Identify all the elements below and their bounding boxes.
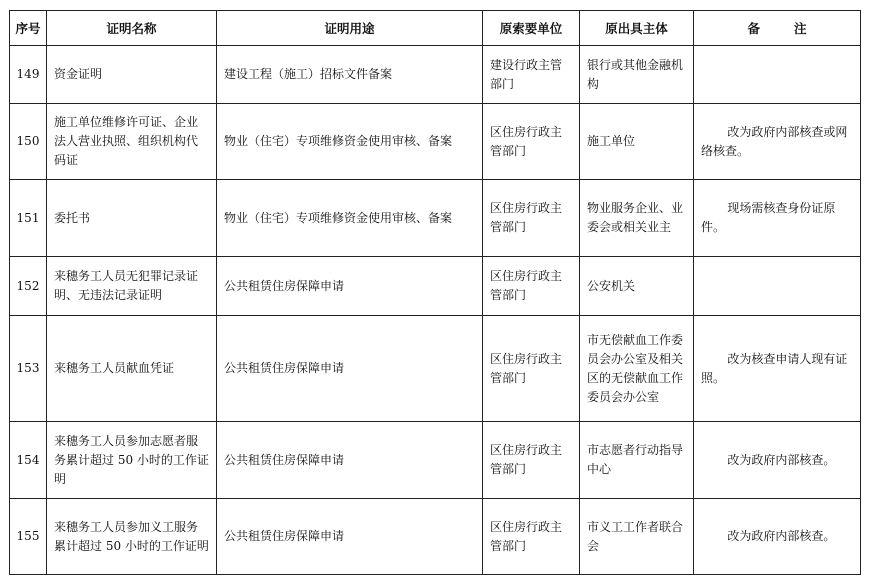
table-row	[10, 422, 861, 499]
table-row	[10, 104, 861, 180]
row-purpose: 物业（住宅）专项维修资金使用审核、备案	[217, 104, 483, 180]
row-requester: 建设行政主管部门	[483, 46, 580, 104]
row-remark: 改为政府内部核查。	[694, 499, 861, 575]
header-remark-right: 注	[794, 20, 807, 36]
row-no: 153	[10, 316, 47, 422]
row-issuer: 市无偿献血工作委员会办公室及相关区的无偿献血工作委员会办公室	[580, 316, 694, 422]
row-name: 来穗务工人员无犯罪记录证明、无违法记录证明	[47, 257, 217, 316]
row-issuer: 市志愿者行动指导中心	[580, 422, 694, 499]
table-row	[10, 316, 861, 422]
row-issuer: 公安机关	[580, 257, 694, 316]
row-name: 施工单位维修许可证、企业法人营业执照、组织机构代码证	[47, 104, 217, 180]
row-purpose: 公共租赁住房保障申请	[217, 422, 483, 499]
row-purpose: 物业（住宅）专项维修资金使用审核、备案	[217, 180, 483, 257]
row-remark	[694, 257, 861, 316]
row-no: 150	[10, 104, 47, 180]
row-no: 149	[10, 46, 47, 104]
row-name: 委托书	[47, 180, 217, 257]
header-name: 证明名称	[47, 11, 217, 46]
row-remark: 改为政府内部核查。	[694, 422, 861, 499]
row-requester: 区住房行政主管部门	[483, 422, 580, 499]
table-row	[10, 499, 861, 575]
row-remark: 改为核查申请人现有证照。	[694, 316, 861, 422]
row-purpose: 公共租赁住房保障申请	[217, 499, 483, 575]
row-name: 来穗务工人员献血凭证	[47, 316, 217, 422]
header-remark-left: 备	[747, 20, 760, 36]
row-purpose: 公共租赁住房保障申请	[217, 316, 483, 422]
row-no: 155	[10, 499, 47, 575]
row-requester: 区住房行政主管部门	[483, 257, 580, 316]
row-name: 来穗务工人员参加义工服务累计超过 50 小时的工作证明	[47, 499, 217, 575]
table-header-row	[10, 11, 861, 46]
row-name: 来穗务工人员参加志愿者服务累计超过 50 小时的工作证明	[47, 422, 217, 499]
row-remark: 改为政府内部核查或网络核查。	[694, 104, 861, 180]
header-issuer: 原出具主体	[580, 11, 694, 46]
row-issuer: 市义工工作者联合会	[580, 499, 694, 575]
row-no: 151	[10, 180, 47, 257]
row-name: 资金证明	[47, 46, 217, 104]
row-requester: 区住房行政主管部门	[483, 316, 580, 422]
row-remark: 现场需核查身份证原件。	[694, 180, 861, 257]
row-purpose: 建设工程（施工）招标文件备案	[217, 46, 483, 104]
table-row	[10, 180, 861, 257]
table-row	[10, 46, 861, 104]
header-purpose: 证明用途	[217, 11, 483, 46]
row-purpose: 公共租赁住房保障申请	[217, 257, 483, 316]
row-requester: 区住房行政主管部门	[483, 499, 580, 575]
row-requester: 区住房行政主管部门	[483, 180, 580, 257]
table-row	[10, 257, 861, 316]
row-issuer: 施工单位	[580, 104, 694, 180]
row-issuer: 银行或其他金融机构	[580, 46, 694, 104]
header-requester: 原索要单位	[483, 11, 580, 46]
row-no: 152	[10, 257, 47, 316]
row-issuer: 物业服务企业、业委会或相关业主	[580, 180, 694, 257]
row-requester: 区住房行政主管部门	[483, 104, 580, 180]
header-remark	[694, 11, 861, 46]
row-no: 154	[10, 422, 47, 499]
certificate-table	[9, 10, 861, 575]
row-remark	[694, 46, 861, 104]
header-no: 序号	[10, 11, 47, 46]
